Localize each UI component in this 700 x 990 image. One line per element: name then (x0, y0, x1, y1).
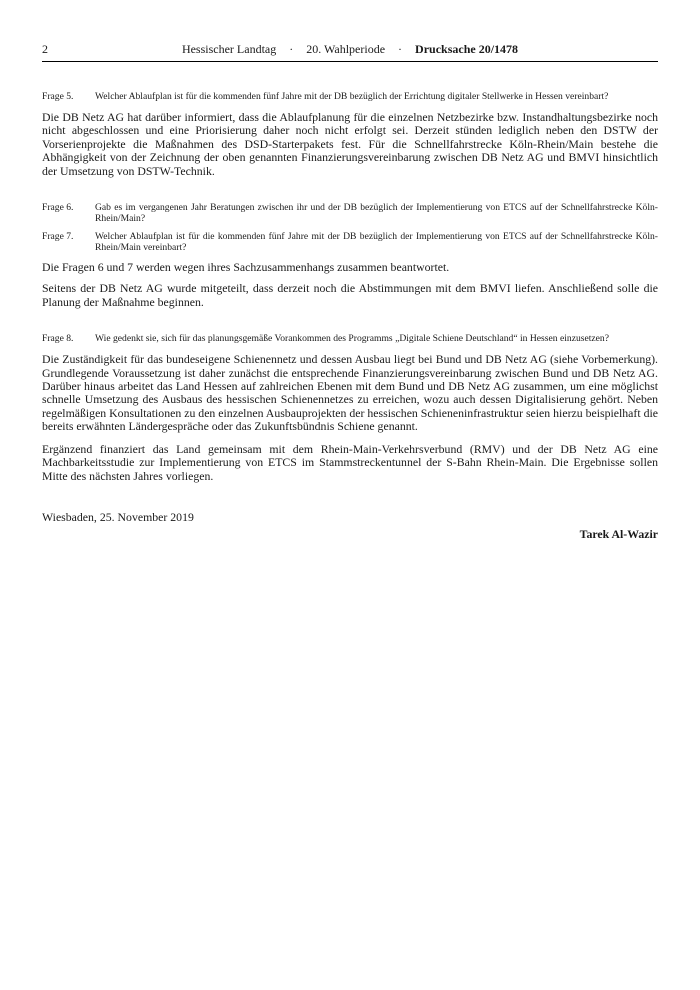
answer-5-paragraph: Die DB Netz AG hat darüber informiert, dass die Ablaufplanung für die einzelnen Netzbezirke bzw. Instandhaltungsbezirke noch nicht abgeschlossen und eine Priorisierung daher noch nicht erfolgt sei. Derzeit stünden lediglich neben den DSTW der Vorserienprojekte die Maßnahmen des DSD-Starterpakets fest. Für die Schnellfahrstrecke Köln-Rhein/Main bestehe die Abhängigkeit von der Zeichnung der oben genannten Finanzierungsvereinbarung zwischen DB Netz AG und BMVI hinsichtlich der Umsetzung von DSTW-Technik. (42, 110, 658, 178)
question-8 (42, 333, 658, 344)
answer-8-paragraph-1: Die Zuständigkeit für das bundeseigene Schienennetz und dessen Ausbau liegt bei Bund und DB Netz AG (siehe Vorbemerkung). Grundlegende Voraussetzung ist daher zunächst die entsprechende Finanzierungsvereinbarung zwischen Bund und DB Netz AG. Darüber hinaus arbeitet das Land Hessen auf zahlreichen Ebenen mit dem Bund und DB Netz AG zusammen, um eine möglichst schnelle Umsetzung des Ausbaus des hessischen Schienennetzes zu erreichen, wozu auch dessen Digitalisierung gehört. Neben regelmäßigen Konsultationen zu den einzelnen Ausbauprojekten der hessischen Schieneninfrastruktur seien hierzu beispielhaft die bereits erwähnten Ländergespräche oder das Zukunftsbündnis Schiene genannt. (42, 352, 658, 434)
question-6 (42, 202, 658, 224)
page-number: 2 (42, 42, 48, 56)
question-5 (42, 91, 658, 102)
header-publisher: Hessischer Landtag (181, 42, 277, 56)
answer-67-intro-paragraph: Die Fragen 6 und 7 werden wegen ihres Sachzusammenhangs zusammen beantwortet. (42, 260, 450, 275)
document-header (42, 42, 658, 62)
question-8-text: Wie gedenkt sie, sich für das planungsgemäße Vorankommen des Programms „Digitale Schiene Deutschland“ in Hessen einzusetzen? (95, 333, 609, 345)
question-7-label: Frage 7. (42, 231, 74, 243)
header-separator: · (398, 42, 403, 56)
header-title (42, 42, 658, 56)
place-date: Wiesbaden, 25. November 2019 (42, 509, 194, 524)
answer-8-paragraph-2: Ergänzend finanziert das Land gemeinsam mit dem Rhein-Main-Verkehrsverbund (RMV) und der DB Netz AG eine Machbarkeitsstudie zur Implementierung von ETCS im Stammstreckentunnel der S-Bahn Rhein-Main. Die Ergebnisse sollen Mitte des nächsten Jahres vorliegen. (42, 441, 658, 483)
question-5-label: Frage 5. (42, 91, 74, 102)
signature: Tarek Al-Wazir (579, 527, 658, 542)
question-5-text: Welcher Ablaufplan ist für die kommenden fünf Jahre mit der DB bezüglich der Errichtung digitaler Stellwerke in Hessen vereinbart? (95, 91, 609, 102)
answer-67-paragraph: Seitens der DB Netz AG wurde mitgeteilt, dass derzeit noch die Abstimmungen mit dem BMVI liefen. Anschließend solle die Planung der Maßnahme beginnen. (42, 281, 658, 309)
question-7-text: Welcher Ablaufplan ist für die kommenden fünf Jahre mit der DB bezüglich der Implementierung von ETCS auf der Schnellfahrstrecke Köln-Rhein/Main vereinbart? (95, 231, 658, 254)
question-6-text: Gab es im vergangenen Jahr Beratungen zwischen ihr und der DB bezüglich der Implementierung von ETCS auf der Schnellfahrstrecke Köln-Rhein/Main? (95, 202, 658, 225)
question-8-label: Frage 8. (42, 333, 74, 345)
header-document-number: Drucksache 20/1478 (415, 42, 519, 56)
question-6-label: Frage 6. (42, 202, 74, 214)
header-separator: · (289, 42, 294, 56)
header-period: 20. Wahlperiode (306, 42, 386, 56)
question-7 (42, 231, 658, 253)
document-body (42, 91, 658, 542)
